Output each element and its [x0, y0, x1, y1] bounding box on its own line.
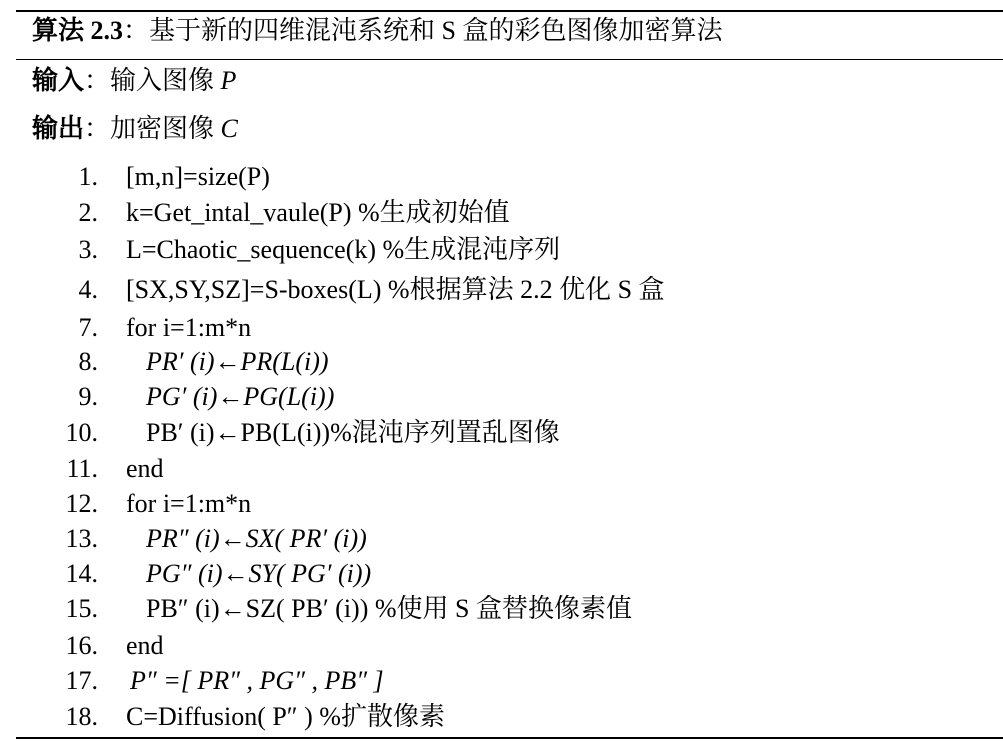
output-label: 输出: [32, 114, 85, 143]
step-number: 17.: [65, 666, 98, 695]
step-code: end: [126, 631, 164, 660]
step-code: PG′ (i)←PG(L(i)): [146, 382, 335, 411]
step-number: 9.: [78, 382, 98, 411]
step-number: 13.: [65, 524, 98, 553]
step-number: 16.: [65, 631, 98, 660]
algorithm-title: [32, 14, 722, 48]
top-rule: [16, 10, 1003, 12]
step-number: 8.: [78, 347, 98, 376]
output-text: ：加密图像: [84, 114, 221, 143]
step-number: 11.: [66, 454, 98, 483]
input-line: [32, 64, 236, 98]
step-number: 3.: [78, 235, 98, 264]
step-code: C=Diffusion( P″ ) %扩散像素: [126, 702, 445, 731]
step-code: end: [126, 454, 164, 483]
step-code: [m,n]=size(P): [126, 162, 270, 191]
step-code: PB″ (i)←SZ( PB′ (i)) %使用 S 盒替换像素值: [146, 594, 632, 623]
header-rule: [16, 59, 1003, 60]
algorithm-title-text: ：基于新的四维混沌系统和 S 盒的彩色图像加密算法: [123, 16, 723, 45]
step-code: for i=1:m*n: [126, 489, 252, 518]
step-code: P″ =[ PR″ , PG″ , PB″ ]: [130, 666, 384, 695]
step-number: 10.: [65, 418, 98, 447]
step-number: 15.: [65, 594, 98, 623]
step-number: 12.: [65, 489, 98, 518]
step-number: 4.: [78, 275, 98, 304]
input-label: 输入: [32, 66, 85, 95]
algorithm-label: 算法 2.3: [32, 16, 124, 45]
step-code: PB′ (i)←PB(L(i))%混沌序列置乱图像: [146, 418, 560, 447]
step-code: L=Chaotic_sequence(k) %生成混沌序列: [126, 235, 561, 264]
step-number: 2.: [78, 198, 98, 227]
step-number: 18.: [65, 702, 98, 731]
step-code: PR″ (i)←SX( PR′ (i)): [146, 524, 367, 553]
step-code: PR′ (i)←PR(L(i)): [146, 347, 329, 376]
step-code: for i=1:m*n: [126, 313, 252, 342]
output-var: C: [220, 114, 238, 143]
step-number: 14.: [65, 559, 98, 588]
step-code: PG″ (i)←SY( PG′ (i)): [146, 559, 372, 588]
bottom-rule: [16, 737, 1003, 739]
output-line: [32, 112, 238, 146]
step-code: k=Get_intal_vaule(P) %生成初始值: [126, 198, 510, 227]
step-number: 1.: [78, 162, 98, 191]
step-code: [SX,SY,SZ]=S-boxes(L) %根据算法 2.2 优化 S 盒: [126, 275, 665, 304]
step-number: 7.: [78, 313, 98, 342]
input-text: ：输入图像: [84, 66, 221, 95]
input-var: P: [220, 66, 237, 95]
